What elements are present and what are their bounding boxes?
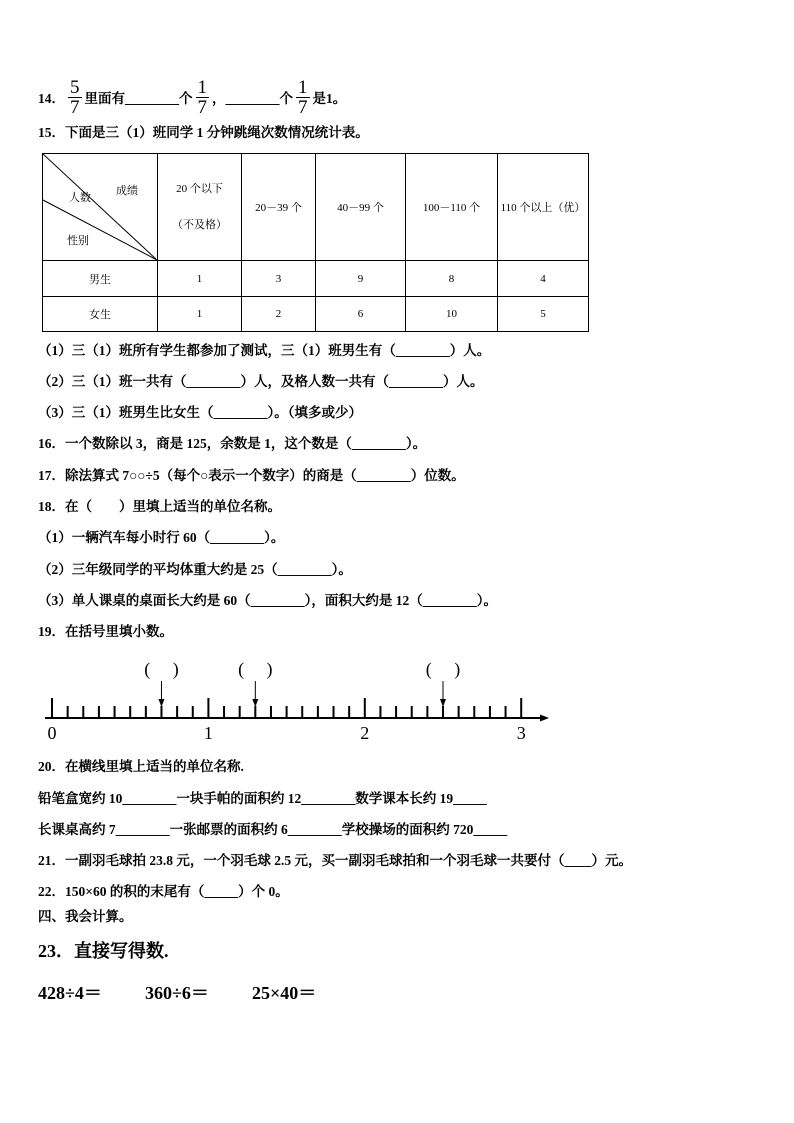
question-18-part-3: （3）单人课桌的桌面长大约是 60（________），面积大约是 12（________）。 (38, 593, 497, 608)
diagonal-line (43, 154, 157, 260)
denominator: 7 (70, 96, 80, 118)
diagonal-lines (43, 154, 157, 260)
number-line-arrowhead (540, 715, 549, 722)
diagonal-header-cell (43, 154, 158, 261)
question-18-part-1: （1）一辆汽车每小时行 60（________）。 (38, 530, 285, 545)
question-18-part-2: （2）三年级同学的平均体重大约是 25（________）。 (38, 562, 352, 577)
question-15-part-3: （3）三（1）班男生比女生（________）。（填多或少） (38, 405, 362, 420)
jump-rope-stats-table (42, 153, 589, 332)
table-cell: 1 (158, 297, 242, 332)
table-cell: 1 (158, 261, 242, 297)
table-row-girls (43, 297, 589, 332)
header-cell: 20－39 个 (242, 154, 316, 261)
diagonal-line (43, 200, 157, 260)
numerator: 5 (70, 76, 80, 98)
question-23-title: 23．直接写得数. (38, 941, 169, 961)
question-17: 17．除法算式 7○○÷5（每个○表示一个数字）的商是（________）位数。 (38, 468, 465, 483)
question-text: ，________个 (212, 91, 293, 106)
number-line-label: 0 (47, 723, 57, 743)
table-cell: 3 (242, 261, 316, 297)
table-cell: 9 (316, 261, 406, 297)
question-text: 里面有________个 (84, 91, 193, 106)
answer-blank-parentheses: ( ) (238, 659, 273, 679)
question-15-part-2: （2）三（1）班一共有（________）人，及格人数一共有（________）人。 (38, 374, 484, 389)
number-line-label: 2 (360, 723, 370, 743)
number-line (0, 640, 794, 750)
row-label: 女生 (43, 297, 158, 332)
numerator: 1 (298, 76, 308, 98)
question-18-title: 18．在（ ）里填上适当的单位名称。 (38, 499, 281, 514)
question-text: 是1。 (312, 91, 347, 106)
number-line-label: 3 (516, 723, 526, 743)
number-line-ticks (52, 698, 521, 718)
expression: 25×40＝ (252, 983, 317, 1003)
fraction-5-7 (68, 78, 82, 117)
question-20-title: 20．在横线里填上适当的单位名称. (38, 759, 244, 774)
pointer-arrowhead (252, 699, 258, 707)
question-number: 14． (38, 91, 65, 106)
header-cell (158, 154, 242, 261)
question-19-title: 19．在括号里填小数。 (38, 624, 173, 639)
question-15-title: 15．下面是三（1）班同学 1 分钟跳绳次数情况统计表。 (38, 125, 369, 140)
question-22: 22．150×60 的积的末尾有（_____）个 0。 (38, 884, 289, 899)
number-line-markers (144, 659, 460, 707)
fraction-1-7 (196, 78, 210, 117)
question-15-part-1: （1）三（1）班所有学生都参加了测试，三（1）班男生有（________）人。 (38, 343, 491, 358)
table-cell: 10 (406, 297, 498, 332)
expression: 360÷6＝ (145, 983, 209, 1003)
question-16: 16．一个数除以 3，商是 125，余数是 1，这个数是（________）。 (38, 436, 427, 451)
header-label: 20 个以下 (176, 183, 223, 195)
question-20-line-2: 长课桌高约 7________一张邮票的面积约 6________学校操场的面积约 720_____ (38, 822, 508, 837)
expression: 428÷4＝ (38, 983, 102, 1003)
header-cell: 40－99 个 (316, 154, 406, 261)
number-line-labels (48, 723, 526, 743)
numerator: 1 (197, 76, 207, 98)
corner-label-count: 人数 (69, 192, 91, 204)
question-20-line-1: 铅笔盒宽约 10________一块手帕的面积约 12________数学课本长约 19_____ (38, 791, 487, 806)
pointer-arrowhead (440, 699, 446, 707)
fraction-1-7 (296, 78, 310, 117)
header-label: （不及格） (172, 219, 227, 231)
section-heading: 四、我会计算。 (38, 909, 133, 924)
table-cell: 6 (316, 297, 406, 332)
question-14 (38, 77, 346, 117)
corner-label-score: 成绩 (116, 185, 138, 197)
table-row-boys (43, 261, 589, 297)
number-line-label: 1 (203, 723, 213, 743)
table-header-row (43, 154, 589, 261)
denominator: 7 (197, 96, 207, 118)
table-cell: 4 (498, 261, 589, 297)
table-cell: 2 (242, 297, 316, 332)
answer-blank-parentheses: ( ) (144, 659, 179, 679)
pointer-arrowhead (158, 699, 164, 707)
table-cell: 5 (498, 297, 589, 332)
question-21: 21．一副羽毛球拍 23.8 元，一个羽毛球 2.5 元，买一副羽毛球拍和一个羽毛球一共要付（____）元。 (38, 853, 632, 868)
denominator: 7 (298, 96, 308, 118)
header-cell: 110 个以上（优） (498, 154, 589, 261)
answer-blank-parentheses: ( ) (425, 659, 461, 679)
corner-label-gender: 性别 (67, 235, 89, 247)
table-cell: 8 (406, 261, 498, 297)
row-label: 男生 (43, 261, 158, 297)
header-cell: 100－110 个 (406, 154, 498, 261)
